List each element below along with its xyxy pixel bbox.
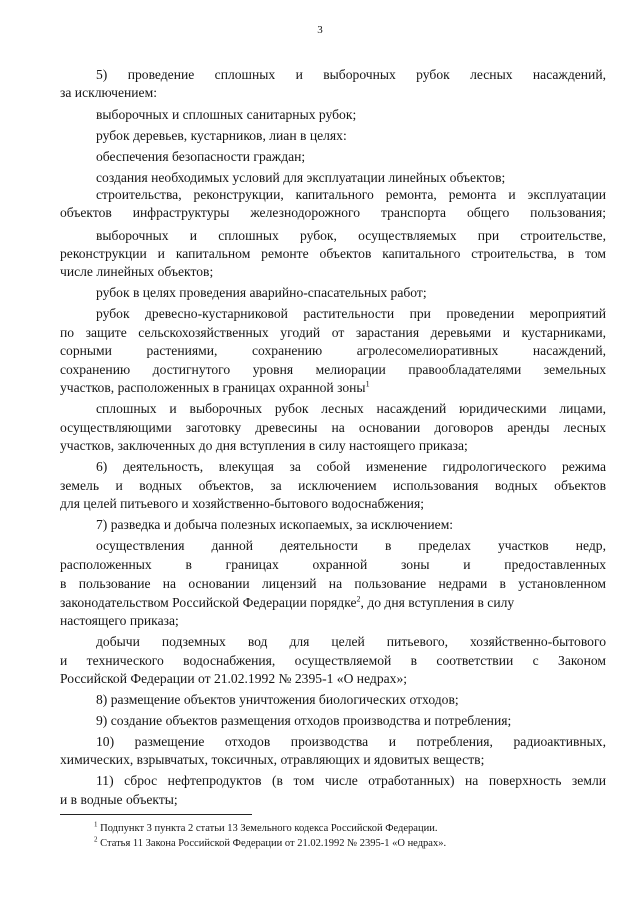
text-line: сорными растениями, сохранению агролесомелиоративных насаждений, — [60, 343, 606, 358]
text-line: объектов инфраструктуры железнодорожного транспорта общего пользования; — [60, 205, 606, 220]
text-line: участков, заключенных до дня вступления в силу настоящего приказа; — [60, 438, 468, 453]
text-line: осуществления данной деятельности в пределах участков недр, — [96, 538, 606, 553]
footnote — [94, 822, 437, 835]
text-line: за исключением: — [60, 85, 157, 100]
text-line: рубок в целях проведения аварийно-спасательных работ; — [96, 285, 427, 300]
text-line: 8) размещение объектов уничтожения биологических отходов; — [96, 692, 459, 707]
footnote — [94, 837, 446, 850]
text-line: реконструкции и капитальном ремонте объектов капитального строительства, в том — [60, 246, 606, 261]
text-line: 6) деятельность, влекущая за собой изменение гидрологического режима — [96, 459, 606, 474]
text-line: для целей питьевого и хозяйственно-бытового водоснабжения; — [60, 496, 424, 511]
text-line: выборочных и сплошных рубок, осуществляемых при строительстве, — [96, 228, 606, 243]
text-line: рубок древесно-кустарниковой растительности при проведении мероприятий — [96, 306, 606, 321]
footnote-mark: 2 — [356, 594, 361, 604]
text-line-part: , до дня вступления в силу — [360, 595, 515, 610]
text-line-part: законодательством Российской Федерации порядке — [60, 595, 357, 610]
page-number: 3 — [317, 24, 323, 36]
footnote-mark: 2 — [94, 835, 98, 844]
text-line: Российской Федерации от 21.02.1992 № 2395-1 «О недрах»; — [60, 671, 408, 686]
text-line: в пользование на основании лицензий на пользование недрами в установленном — [60, 576, 606, 591]
footnote-separator — [60, 814, 252, 815]
text-line: строительства, реконструкции, капитального ремонта, ремонта и эксплуатации — [96, 187, 606, 202]
text-line: числе линейных объектов; — [60, 264, 214, 279]
text-line: добычи подземных вод для целей питьевого, хозяйственно-бытового — [96, 634, 606, 649]
footnote-mark: 1 — [94, 820, 98, 829]
text-line: создания необходимых условий для эксплуатации линейных объектов; — [96, 170, 506, 185]
text-line: сохранению достигнутого уровня мелиорации правообладателями земельных — [60, 362, 606, 377]
text-line: рубок деревьев, кустарников, лиан в целях: — [96, 128, 347, 143]
text-line: земель и водных объектов, за исключением использования водных объектов — [60, 478, 606, 493]
text-line: 10) размещение отходов производства и потребления, радиоактивных, — [96, 734, 606, 749]
text-line: и технического водоснабжения, осуществляемой в соответствии с Законом — [60, 653, 606, 668]
text-line: выборочных и сплошных санитарных рубок; — [96, 107, 357, 122]
text-line: 11) сброс нефтепродуктов (в том числе отработанных) на поверхность земли — [96, 773, 606, 788]
text-line-part: участков, расположенных в границах охранной зоны — [60, 380, 366, 395]
text-line: по защите сельскохозяйственных угодий от зарастания деревьями и кустарниками, — [60, 325, 606, 340]
text-line: и в водные объекты; — [60, 792, 178, 807]
text-line: 5) проведение сплошных и выборочных рубок лесных насаждений, — [96, 67, 606, 82]
footnote-mark: 1 — [365, 379, 370, 389]
text-line: сплошных и выборочных рубок лесных насаждений юридическими лицами, — [96, 401, 606, 416]
text-line: обеспечения безопасности граждан; — [96, 149, 306, 164]
text-line: химических, взрывчатых, токсичных, отравляющих и ядовитых веществ; — [60, 752, 485, 767]
text-line — [60, 594, 606, 612]
text-line: настоящего приказа; — [60, 613, 179, 628]
text-line: расположенных в границах охранной зоны и предоставленных — [60, 557, 606, 572]
text-line: 9) создание объектов размещения отходов производства и потребления; — [96, 713, 512, 728]
text-line: осуществляющими заготовку древесины на основании договоров аренды лесных — [60, 420, 606, 435]
footnote-text: Статья 11 Закона Российской Федерации от 21.02.1992 № 2395-1 «О недрах». — [100, 838, 447, 849]
footnote-text: Подпункт 3 пункта 2 статьи 13 Земельного кодекса Российской Федерации. — [100, 823, 438, 834]
text-line — [60, 379, 606, 397]
text-line: 7) разведка и добыча полезных ископаемых, за исключением: — [96, 517, 454, 532]
